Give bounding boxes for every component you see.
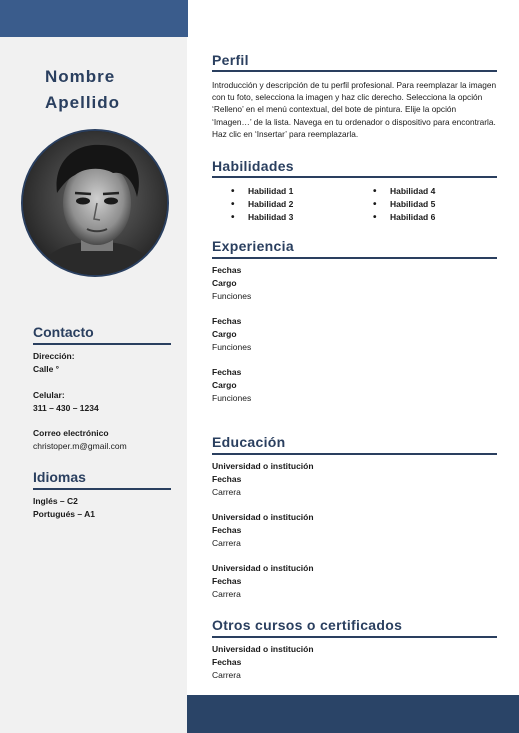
languages-divider [33,488,171,490]
course-date: Fechas [212,656,242,667]
experience-date: Fechas [212,367,242,377]
first-name: Nombre [45,67,116,86]
education-date: Fechas [212,575,242,586]
course-entry [212,643,314,681]
profile-heading: Perfil [212,52,249,68]
experience-divider [212,257,497,259]
skill-item: • Habilidad 5 [354,198,435,211]
languages-heading: Idiomas [33,469,86,485]
language-item: Portugués – A1 [33,509,96,519]
bottom-accent-bar [187,695,519,733]
top-accent-bar [0,0,188,37]
profile-photo[interactable] [21,129,169,277]
address-value: Calle ° [33,364,60,374]
course-institution: Universidad o institución [212,644,314,654]
language-item: Inglés – C2 [33,496,78,506]
courses-divider [212,636,497,638]
experience-date: Fechas [212,265,242,275]
profile-divider [212,70,497,72]
education-entry [212,562,314,600]
email-label: Correo electrónico [33,428,109,438]
courses-heading: Otros cursos o certificados [212,617,403,633]
education-entry [212,460,314,498]
skill-item: • Habilidad 6 [354,211,435,224]
experience-entry [212,366,251,404]
email-value[interactable]: christoper.m@gmail.com [33,441,127,451]
phone-label: Celular: [33,390,65,400]
full-name [45,64,120,116]
education-program: Carrera [212,486,241,497]
education-program: Carrera [212,537,241,548]
experience-duties: Funciones [212,341,252,352]
education-institution: Universidad o institución [212,461,314,471]
education-date: Fechas [212,473,242,484]
skills-column-1 [212,185,293,224]
experience-role: Cargo [212,328,237,339]
experience-heading: Experiencia [212,238,294,254]
course-program: Carrera [212,669,241,680]
last-name: Apellido [45,93,121,112]
experience-duties: Funciones [212,290,252,301]
education-entry [212,511,314,549]
education-divider [212,453,497,455]
contact-divider [33,343,171,345]
education-heading: Educación [212,434,286,450]
skills-heading: Habilidades [212,158,294,174]
experience-entry [212,264,251,302]
contact-heading: Contacto [33,324,94,340]
skill-item: • Habilidad 4 [354,185,435,198]
skills-column-2 [354,185,435,224]
skill-item: • Habilidad 1 [212,185,293,198]
education-institution: Universidad o institución [212,563,314,573]
address-label: Dirección: [33,351,75,361]
skill-item: • Habilidad 3 [212,211,293,224]
experience-duties: Funciones [212,392,252,403]
experience-date: Fechas [212,316,242,326]
phone-value: 311 – 430 – 1234 [33,403,99,413]
education-program: Carrera [212,588,241,599]
education-date: Fechas [212,524,242,535]
experience-role: Cargo [212,277,237,288]
skills-divider [212,176,497,178]
profile-description: Introducción y descripción de tu perfil profesional. Para reemplazar la imagen con tu foto, selecciona la imagen y haz clic derecho. Selecciona la opción ‘Relleno’ en el menú contextual, del bote de pintura. Elije la opción ‘Imagen…’ de la lista. Navega en tu ordenador o dispositivo para encontrarla. Haz clic en ‘Insertar’ para reemplazarla. [212,80,497,139]
experience-entry [212,315,251,353]
portrait-image [23,131,169,277]
skill-item: • Habilidad 2 [212,198,293,211]
experience-role: Cargo [212,379,237,390]
education-institution: Universidad o institución [212,512,314,522]
